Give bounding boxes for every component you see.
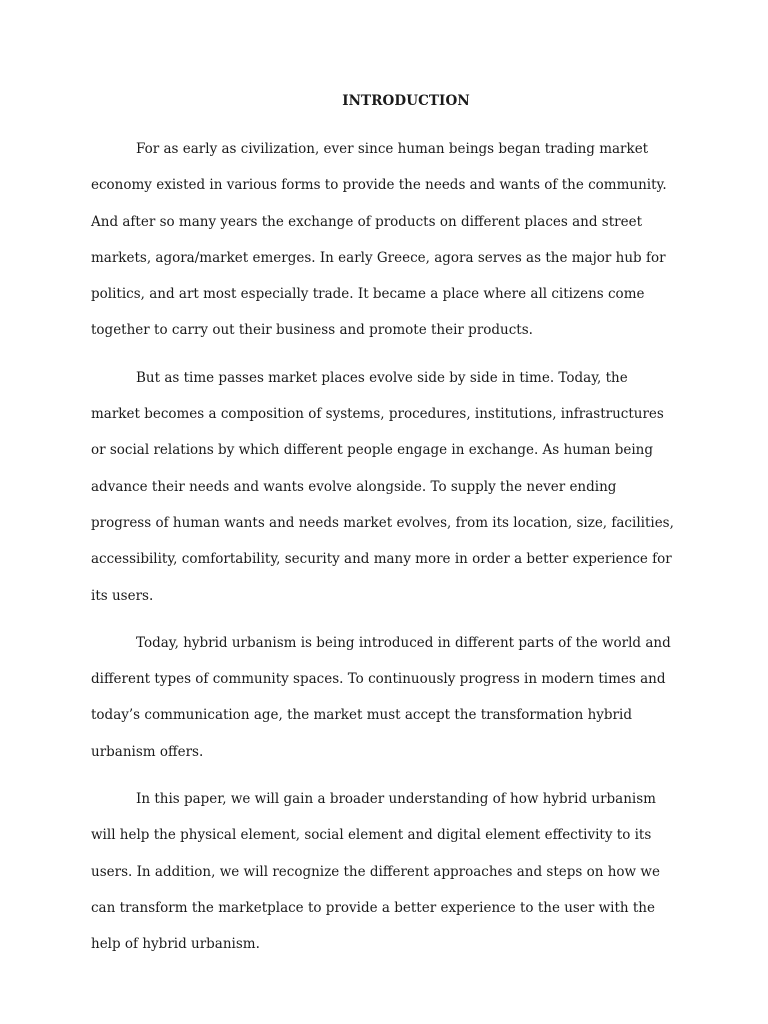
paragraph-2: But as time passes market places evolve side by side in time. Today, the market becomes a composition of systems, procedures, institutions, infrastructures or social relations by which different people engage in exchange. As human being advance their needs and wants evolve alongside. To supply the never ending progress of human wants and needs market evolves, from its location, size, facilities, accessibility, comfortability, security and many more in order a better experience for its users. [91,369,674,604]
paragraph-4: In this paper, we will gain a broader understanding of how hybrid urbanism will help the physical element, social element and digital element effectivity to its users. In addition, we will recognize the different approaches and steps on how we can transform the marketplace to provide a better experience to the user with the help of hybrid urbanism. [91,791,660,953]
body-text [91,131,676,963]
paragraph-1: For as early as civilization, ever since human beings began trading market economy existed in various forms to provide the needs and wants of the community. And after so many years the exchange of products on different places and street markets, agora/market emerges. In early Greece, agora serves as the major hub for politics, and art most especially trade. It became a place where all citizens come together to carry out their business and promote their products. [91,141,667,339]
paragraph-3: Today, hybrid urbanism is being introduced in different parts of the world and different types of community spaces. To continuously progress in modern times and today’s communication age, the market must accept the transformation hybrid urbanism offers. [91,634,671,760]
section-heading: INTRODUCTION [342,93,470,109]
